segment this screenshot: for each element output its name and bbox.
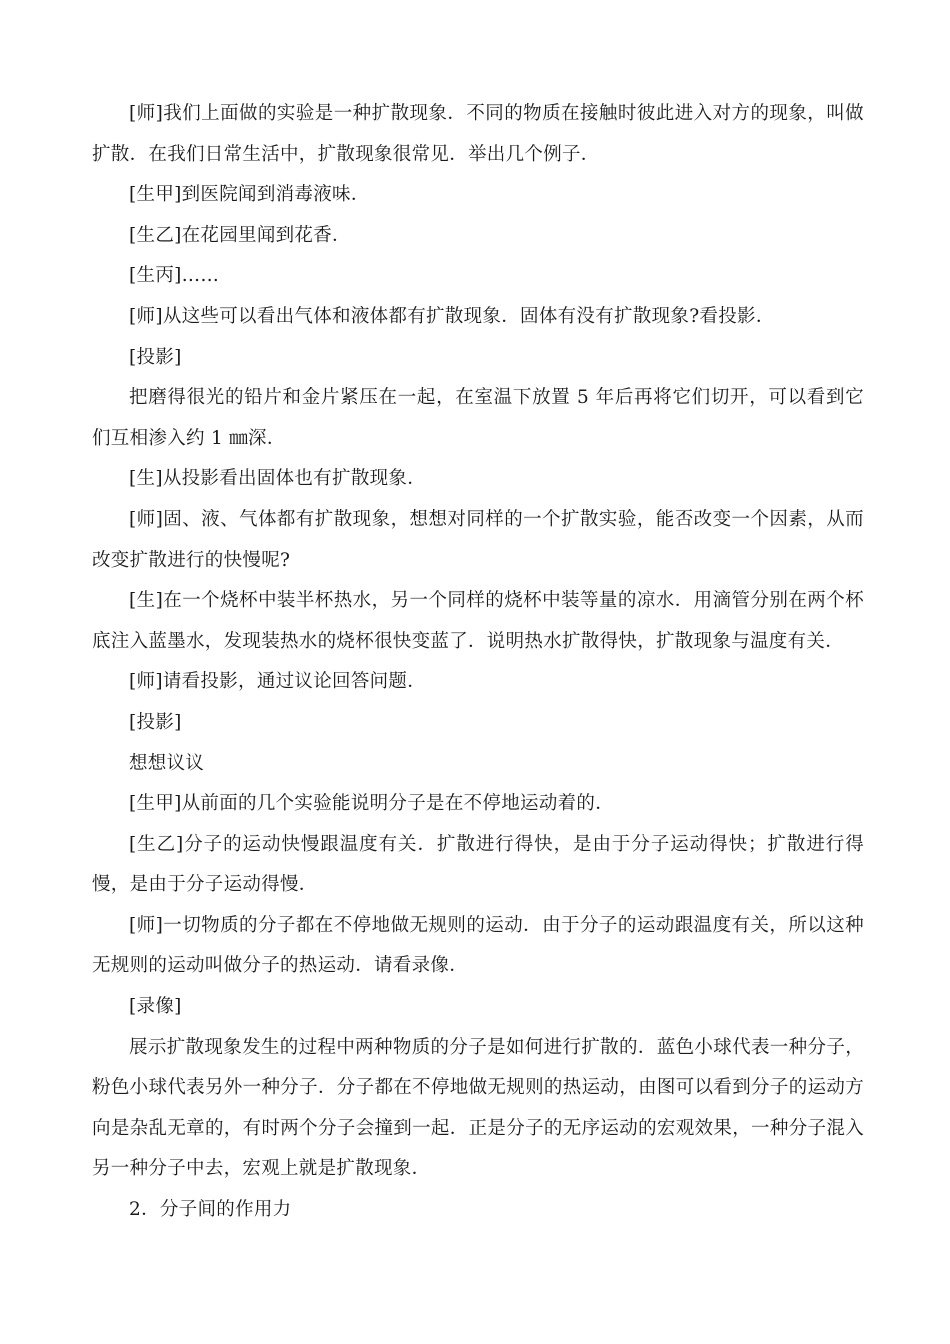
section-heading-intermolecular-force: 2．分子间的作用力 [129, 1199, 292, 1221]
paragraph-think-discuss: 想想议议 [129, 752, 205, 774]
paragraph-video-label: [录像] [129, 996, 182, 1018]
paragraph-lead-gold-experiment: 把磨得很光的铅片和金片紧压在一起，在室温下放置 5 年后再将它们切开，可以看到它们互相渗入约 1 ㎜深． [92, 387, 864, 449]
paragraph-teacher-projection: [师]请看投影，通过议论回答问题． [129, 671, 427, 693]
paragraph-student-c: [生丙]…… [129, 265, 220, 287]
document-body [92, 94, 864, 1231]
paragraph-student-a-hospital: [生甲]到医院闻到消毒液味． [129, 184, 370, 206]
paragraph-student-b-garden: [生乙]在花园里闻到花香． [129, 224, 351, 246]
paragraph-teacher-speed-question: [师]固、液、气体都有扩散现象，想想对同样的一个扩散实验，能否改变一个因素，从而改变扩散进行的快慢呢? [92, 508, 864, 571]
paragraph-student-a-motion: [生甲]从前面的几个实验能说明分子是在不停地运动着的． [129, 793, 615, 815]
paragraph-projection-label-1: [投影] [129, 346, 182, 368]
paragraph-student-b-temperature: [生乙]分子的运动快慢跟温度有关．扩散进行得快，是由于分子运动得快；扩散进行得慢，是由于分子运动得慢． [92, 833, 864, 896]
paragraph-video-description: 展示扩散现象发生的过程中两种物质的分子是如何进行扩散的．蓝色小球代表一种分子，粉色小球代表另外一种分子．分子都在不停地做无规则的热运动，由图可以看到分子的运动方向是杂乱无章的，有时两个分子会撞到一起．正是分子的无序运动的宏观效果，一种分子混入另一种分子中去，宏观上就是扩散现象． [92, 1036, 864, 1180]
paragraph-teacher-diffusion-intro: [师]我们上面做的实验是一种扩散现象．不同的物质在接触时彼此进入对方的现象，叫做扩散．在我们日常生活中，扩散现象很常见．举出几个例子． [92, 103, 864, 165]
paragraph-teacher-thermal-motion: [师]一切物质的分子都在不停地做无规则的运动．由于分子的运动跟温度有关，所以这种无规则的运动叫做分子的热运动．请看录像． [92, 914, 864, 977]
paragraph-teacher-solid-question: [师]从这些可以看出气体和液体都有扩散现象．固体有没有扩散现象?看投影． [129, 305, 775, 327]
paragraph-student-solid-diffusion: [生]从投影看出固体也有扩散现象． [129, 468, 427, 490]
paragraph-student-hot-water: [生]在一个烧杯中装半杯热水，另一个同样的烧杯中装等量的凉水．用滴管分别在两个杯底注入蓝墨水，发现装热水的烧杯很快变蓝了．说明热水扩散得快，扩散现象与温度有关． [92, 590, 864, 652]
paragraph-projection-label-2: [投影] [129, 711, 182, 733]
